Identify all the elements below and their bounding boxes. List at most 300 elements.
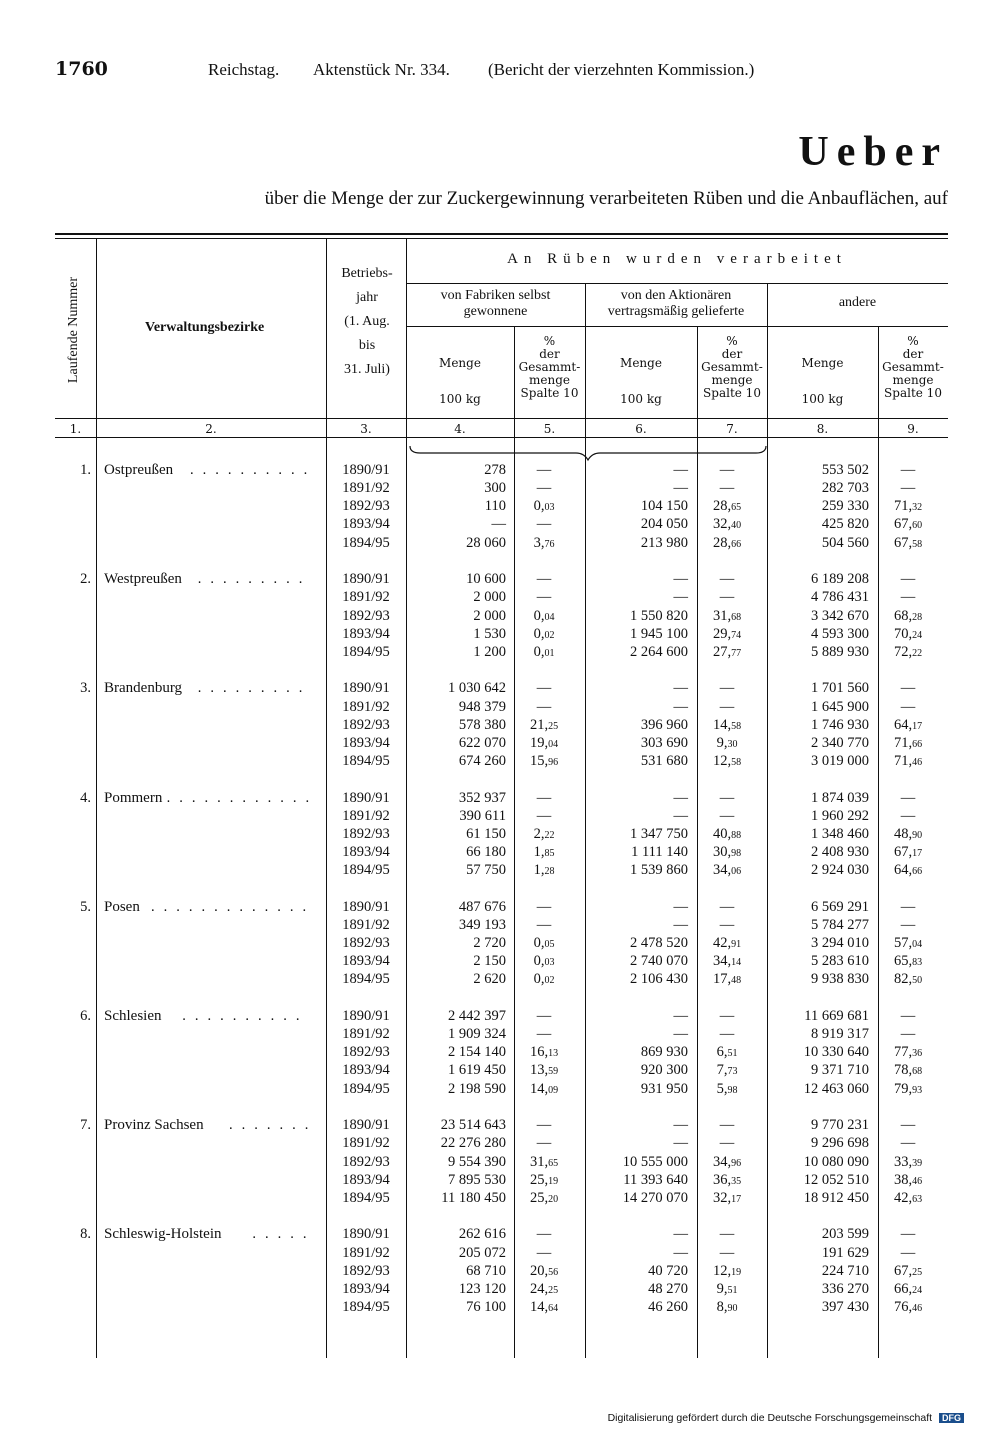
- col-number: 7.: [726, 422, 738, 436]
- value-cell: 0,04: [533, 607, 555, 624]
- header-group-andere: andere: [838, 295, 877, 310]
- value-cell: 1 645 900: [811, 698, 869, 715]
- decimal-part: 66: [912, 866, 923, 878]
- year-cell: 1890/91: [342, 1008, 390, 1024]
- value-cell: 578 380: [458, 716, 506, 733]
- value-cell: 42,63: [893, 1189, 923, 1206]
- value-cell: 28,66: [712, 534, 742, 551]
- value-cell: —: [719, 898, 735, 915]
- decimal-part: 25: [912, 1266, 923, 1278]
- value-cell: —: [719, 1226, 735, 1243]
- year-cell: 1891/92: [342, 698, 390, 715]
- value-cell: 1 909 324: [448, 1026, 506, 1043]
- value-cell: 2 340 770: [811, 734, 869, 751]
- value-cell: 1 539 860: [630, 862, 688, 879]
- decimal-part: 36: [912, 1048, 923, 1060]
- value-cell: 11 180 450: [441, 1189, 506, 1206]
- decimal-part: 24: [912, 629, 923, 641]
- decimal-part: 98: [727, 1084, 738, 1096]
- value-cell: —: [719, 916, 735, 933]
- decimal-part: 06: [731, 866, 742, 878]
- value-cell: —: [900, 480, 916, 497]
- value-cell: 10 555 000: [622, 1153, 688, 1170]
- value-cell: 425 820: [821, 516, 869, 533]
- year-cell: 1893/94: [342, 953, 390, 970]
- value-cell: 0,03: [533, 498, 555, 515]
- value-cell: 12 463 060: [803, 1080, 869, 1097]
- value-cell: 11 393 640: [623, 1171, 688, 1188]
- year-cell: 1890/91: [342, 789, 390, 806]
- decimal-part: 46: [912, 1303, 923, 1314]
- header-group-fabriken: von Fabriken selbst gewonnene: [440, 288, 551, 319]
- value-cell: 224 710: [821, 1262, 869, 1279]
- value-cell: 1 030 642: [448, 680, 506, 697]
- decimal-part: 13: [548, 1048, 559, 1060]
- value-cell: —: [536, 698, 552, 715]
- value-cell: 13,59: [529, 1062, 559, 1079]
- leader-dots: ..........: [182, 1008, 309, 1024]
- value-cell: 9,30: [716, 734, 738, 751]
- value-cell: 5 784 277: [811, 916, 869, 933]
- value-cell: 397 430: [821, 1299, 869, 1315]
- decimal-part: 65: [548, 1157, 559, 1169]
- decimal-part: 01: [544, 647, 555, 659]
- value-cell: —: [536, 516, 552, 533]
- value-cell: 504 560: [821, 534, 869, 551]
- value-cell: 2 264 600: [630, 643, 688, 660]
- value-cell: —: [673, 1026, 688, 1043]
- decimal-part: 90: [727, 1303, 738, 1314]
- decimal-part: 03: [544, 957, 555, 969]
- value-cell: 1 746 930: [811, 716, 869, 733]
- col-number: 6.: [635, 422, 647, 436]
- value-cell: 869 930: [640, 1044, 688, 1061]
- header-menge-6: Menge 100 kg: [620, 356, 662, 406]
- value-cell: 36,35: [712, 1171, 742, 1188]
- leader-dots: .........: [197, 680, 312, 697]
- value-cell: 3 294 010: [811, 935, 869, 952]
- value-cell: —: [536, 1117, 552, 1134]
- value-cell: —: [536, 807, 552, 824]
- value-cell: 48,90: [893, 825, 923, 842]
- value-cell: —: [900, 1026, 916, 1043]
- value-cell: 24,25: [529, 1280, 559, 1297]
- value-cell: —: [673, 1135, 688, 1152]
- value-cell: —: [719, 1244, 735, 1261]
- decimal-part: 66: [912, 738, 923, 750]
- header-betriebsjahr: Betriebs- jahr (1. Aug. bis 31. Juli): [341, 266, 393, 377]
- value-cell: —: [491, 516, 506, 533]
- value-cell: 948 379: [458, 698, 506, 715]
- value-cell: 71,66: [893, 734, 923, 751]
- decimal-part: 58: [912, 538, 923, 550]
- value-cell: —: [536, 480, 552, 497]
- year-cell: 1891/92: [342, 807, 390, 824]
- decimal-part: 40: [731, 520, 742, 532]
- year-cell: 1894/95: [342, 862, 390, 879]
- page-number: 1760: [55, 58, 108, 80]
- value-cell: 34,06: [712, 862, 742, 879]
- value-cell: 0,02: [533, 971, 555, 988]
- value-cell: —: [536, 1008, 552, 1024]
- decimal-part: 68: [731, 611, 742, 623]
- district-name: Schlesien: [104, 1008, 162, 1024]
- value-cell: 5,98: [716, 1080, 738, 1097]
- value-cell: 19,04: [529, 734, 559, 751]
- value-cell: 259 330: [821, 498, 869, 515]
- value-cell: 622 070: [458, 734, 506, 751]
- leader-dots: .....: [252, 1226, 316, 1243]
- value-cell: 23 514 643: [440, 1117, 506, 1134]
- decimal-part: 56: [548, 1266, 559, 1278]
- decimal-part: 05: [544, 939, 555, 951]
- value-cell: 300: [484, 480, 506, 497]
- value-cell: 352 937: [458, 789, 506, 806]
- decimal-part: 74: [731, 629, 742, 641]
- value-cell: 531 680: [640, 753, 688, 769]
- value-cell: —: [719, 571, 735, 588]
- year-cell: 1891/92: [342, 589, 390, 606]
- value-cell: 42,91: [712, 935, 742, 952]
- value-cell: 77,36: [893, 1044, 923, 1061]
- value-cell: 0,03: [533, 953, 555, 970]
- value-cell: 12,58: [712, 753, 742, 769]
- value-cell: 2 154 140: [448, 1044, 506, 1061]
- value-cell: 64,17: [893, 716, 923, 733]
- value-cell: 2 106 430: [630, 971, 688, 988]
- value-cell: 2 000: [473, 589, 506, 606]
- value-cell: 71,46: [893, 753, 923, 769]
- value-cell: 68 710: [466, 1262, 506, 1279]
- decimal-part: 04: [912, 939, 923, 951]
- district-name: Brandenburg: [104, 680, 183, 697]
- year-cell: 1892/93: [342, 935, 390, 952]
- decimal-part: 17: [912, 848, 923, 860]
- decimal-part: 96: [548, 757, 559, 768]
- value-cell: 72,22: [893, 643, 923, 660]
- value-cell: 16,13: [529, 1044, 559, 1061]
- decimal-part: 83: [912, 957, 923, 969]
- col-number: 4.: [454, 422, 466, 436]
- decimal-part: 88: [731, 829, 742, 841]
- value-cell: 553 502: [821, 462, 869, 478]
- decimal-part: 02: [544, 629, 555, 641]
- year-cell: 1891/92: [342, 916, 390, 933]
- value-cell: 1 111 140: [631, 844, 688, 861]
- value-cell: 8 919 317: [811, 1026, 869, 1043]
- value-cell: 57 750: [466, 862, 506, 879]
- value-cell: 2 720: [473, 935, 506, 952]
- value-cell: —: [900, 1117, 916, 1134]
- value-cell: —: [536, 680, 552, 697]
- year-cell: 1894/95: [342, 534, 390, 551]
- value-cell: 8,90: [716, 1299, 738, 1315]
- value-cell: —: [536, 916, 552, 933]
- decimal-part: 32: [912, 502, 923, 514]
- header-rule: [406, 326, 948, 327]
- value-cell: —: [900, 680, 916, 697]
- report-reference: (Bericht der vierzehnten Kommission.): [488, 60, 755, 79]
- value-cell: 14,64: [529, 1299, 559, 1315]
- decimal-part: 63: [912, 1193, 923, 1205]
- year-cell: 1894/95: [342, 971, 390, 988]
- decimal-part: 60: [912, 520, 923, 532]
- value-cell: 278: [484, 462, 506, 478]
- value-cell: 1 619 450: [448, 1062, 506, 1079]
- value-cell: 40,88: [712, 825, 742, 842]
- value-cell: 2 924 030: [811, 862, 869, 879]
- value-cell: —: [536, 1244, 552, 1261]
- year-cell: 1894/95: [342, 643, 390, 660]
- value-cell: 1 945 100: [630, 625, 688, 642]
- decimal-part: 39: [912, 1157, 923, 1169]
- value-cell: 2 408 930: [811, 844, 869, 861]
- value-cell: 931 950: [640, 1080, 688, 1097]
- decimal-part: 66: [731, 538, 742, 550]
- decimal-part: 19: [731, 1266, 742, 1278]
- value-cell: —: [900, 789, 916, 806]
- value-cell: —: [719, 1026, 735, 1043]
- value-cell: 14,58: [712, 716, 742, 733]
- decimal-part: 51: [727, 1048, 738, 1060]
- value-cell: 2 442 397: [448, 1008, 506, 1024]
- value-cell: 3,76: [533, 534, 555, 551]
- year-cell: 1890/91: [342, 462, 390, 478]
- header-pct-9: % der Gesammt- menge Spalte 10: [882, 334, 944, 400]
- value-cell: 204 050: [640, 516, 688, 533]
- year-cell: 1890/91: [342, 1117, 390, 1134]
- row-number: 6.: [80, 1008, 91, 1024]
- value-cell: 9 770 231: [811, 1117, 869, 1134]
- value-cell: 6 569 291: [811, 898, 869, 915]
- value-cell: —: [673, 680, 688, 697]
- year-cell: 1893/94: [342, 844, 390, 861]
- value-cell: 64,66: [893, 862, 923, 879]
- value-cell: 32,40: [712, 516, 742, 533]
- value-cell: 0,01: [533, 643, 555, 660]
- header-menge-8: Menge 100 kg: [801, 356, 844, 406]
- value-cell: 11 669 681: [804, 1008, 869, 1024]
- value-cell: 1 701 560: [811, 680, 869, 697]
- footer-credit: [608, 1412, 964, 1424]
- decimal-part: 17: [731, 1193, 742, 1205]
- value-cell: 349 193: [458, 916, 506, 933]
- value-cell: 2 740 070: [630, 953, 688, 970]
- leader-dots: ............: [166, 789, 319, 806]
- row-number: 2.: [80, 571, 91, 588]
- year-cell: 1893/94: [342, 734, 390, 751]
- decimal-part: 35: [731, 1175, 742, 1187]
- value-cell: —: [719, 698, 735, 715]
- year-cell: 1890/91: [342, 1226, 390, 1243]
- header-pct-7: % der Gesammt- menge Spalte 10: [701, 334, 763, 400]
- value-cell: 78,68: [893, 1062, 923, 1079]
- year-cell: 1893/94: [342, 1062, 390, 1079]
- year-cell: 1893/94: [342, 1280, 390, 1297]
- value-cell: —: [673, 1117, 688, 1134]
- value-cell: 9,51: [716, 1280, 738, 1297]
- header-menge-4: Menge 100 kg: [439, 356, 481, 406]
- value-cell: 4 786 431: [811, 589, 869, 606]
- value-cell: 205 072: [458, 1244, 506, 1261]
- value-cell: 5 283 610: [811, 953, 869, 970]
- decimal-part: 96: [731, 1157, 742, 1169]
- decimal-part: 77: [731, 647, 742, 659]
- leader-dots: .............: [151, 898, 316, 915]
- value-cell: 487 676: [458, 898, 506, 915]
- value-cell: 396 960: [640, 716, 688, 733]
- value-cell: 0,02: [533, 625, 555, 642]
- value-cell: 21,25: [529, 716, 559, 733]
- year-cell: 1891/92: [342, 1244, 390, 1261]
- decimal-part: 50: [912, 975, 923, 987]
- value-cell: 67,58: [893, 534, 923, 551]
- value-cell: 10 080 090: [803, 1153, 869, 1170]
- value-cell: —: [536, 589, 552, 606]
- value-cell: 262 616: [458, 1226, 506, 1243]
- value-cell: —: [719, 480, 735, 497]
- value-cell: —: [900, 698, 916, 715]
- year-cell: 1894/95: [342, 1189, 390, 1206]
- value-cell: 70,24: [893, 625, 923, 642]
- decimal-part: 25: [548, 720, 559, 732]
- row-number: 5.: [80, 898, 91, 915]
- dfg-logo: DFG: [939, 1413, 964, 1423]
- year-cell: 1891/92: [342, 480, 390, 497]
- year-cell: 1891/92: [342, 1135, 390, 1152]
- decimal-part: 58: [731, 757, 742, 768]
- value-cell: 336 270: [821, 1280, 869, 1297]
- value-cell: —: [900, 589, 916, 606]
- value-cell: 67,25: [893, 1262, 923, 1279]
- decimal-part: 09: [548, 1084, 559, 1096]
- value-cell: 31,68: [712, 607, 742, 624]
- value-cell: —: [900, 916, 916, 933]
- col-number: 8.: [816, 422, 829, 436]
- value-cell: 9 938 830: [811, 971, 869, 988]
- decimal-part: 48: [731, 975, 742, 987]
- value-cell: 0,05: [533, 935, 555, 952]
- value-cell: —: [673, 1244, 688, 1261]
- value-cell: 1 550 820: [630, 607, 688, 624]
- district-name: Ostpreußen: [104, 462, 174, 478]
- value-cell: 40 720: [648, 1262, 688, 1279]
- decimal-part: 65: [731, 502, 742, 514]
- decimal-part: 04: [544, 611, 555, 623]
- value-cell: —: [719, 680, 735, 697]
- col-number: 5.: [543, 422, 556, 436]
- decimal-part: 58: [731, 720, 742, 732]
- value-cell: 79,93: [893, 1080, 923, 1097]
- decimal-part: 22: [912, 647, 923, 659]
- value-cell: 4 593 300: [811, 625, 869, 642]
- row-number: 3.: [80, 680, 91, 697]
- decimal-part: 14: [731, 957, 742, 969]
- header-rule: [406, 283, 948, 284]
- decimal-part: 25: [548, 1284, 559, 1296]
- decimal-part: 28: [912, 611, 923, 623]
- value-cell: 123 120: [458, 1280, 506, 1297]
- row-number: 8.: [80, 1226, 91, 1243]
- value-cell: 2 000: [473, 607, 506, 624]
- value-cell: 10 330 640: [803, 1044, 869, 1061]
- value-cell: —: [900, 898, 916, 915]
- value-cell: —: [673, 898, 688, 915]
- value-cell: —: [673, 789, 688, 806]
- decimal-part: 17: [912, 720, 923, 732]
- value-cell: —: [536, 1026, 552, 1043]
- value-cell: 76 100: [466, 1299, 506, 1315]
- value-cell: —: [900, 1008, 916, 1024]
- decimal-part: 19: [548, 1175, 559, 1187]
- value-cell: 1 874 039: [811, 789, 869, 806]
- document-reference: Aktenstück Nr. 334.: [313, 60, 450, 79]
- year-cell: 1892/93: [342, 1262, 390, 1279]
- decimal-part: 51: [727, 1284, 738, 1296]
- value-cell: 1 347 750: [630, 825, 688, 842]
- value-cell: 191 629: [821, 1244, 869, 1261]
- header-group-aktionaere: von den Aktionären vertragsmäßig gelieferte: [607, 288, 745, 319]
- value-cell: 57,04: [893, 935, 923, 952]
- value-cell: 34,14: [712, 953, 742, 970]
- value-cell: —: [719, 1135, 735, 1152]
- value-cell: 71,32: [893, 498, 923, 515]
- table-top-rule: [55, 233, 948, 235]
- value-cell: 61 150: [466, 825, 506, 842]
- leader-dots: .......: [229, 1117, 318, 1134]
- leader-dots: .........: [197, 571, 312, 588]
- decimal-part: 46: [912, 757, 923, 768]
- value-cell: 282 703: [821, 480, 869, 497]
- value-cell: 203 599: [821, 1226, 869, 1243]
- value-cell: —: [673, 916, 688, 933]
- value-cell: 1,85: [533, 844, 555, 861]
- value-cell: —: [900, 1244, 916, 1261]
- value-cell: 1,28: [533, 862, 555, 879]
- value-cell: —: [900, 571, 916, 588]
- value-cell: —: [673, 480, 688, 497]
- value-cell: 31,65: [529, 1153, 559, 1170]
- value-cell: 65,83: [893, 953, 923, 970]
- decimal-part: 93: [912, 1084, 923, 1096]
- value-cell: 1 530: [473, 625, 506, 642]
- value-cell: —: [536, 789, 552, 806]
- value-cell: 7 895 530: [448, 1171, 506, 1188]
- value-cell: 12 052 510: [803, 1171, 869, 1188]
- decimal-part: 91: [731, 939, 742, 951]
- value-cell: 920 300: [640, 1062, 688, 1079]
- value-cell: —: [673, 698, 688, 715]
- page-subtitle: über die Menge der zur Zuckergewinnung verarbeiteten Rüben und die Anbauflächen, auf: [264, 188, 948, 209]
- value-cell: —: [719, 589, 735, 606]
- header-laufende-nummer: Laufende Nummer: [66, 276, 81, 384]
- decimal-part: 04: [548, 738, 559, 750]
- value-cell: —: [536, 571, 552, 588]
- value-cell: —: [900, 807, 916, 824]
- decimal-part: 68: [912, 1066, 923, 1078]
- value-cell: 67,60: [893, 516, 923, 533]
- value-cell: —: [719, 462, 735, 478]
- leader-dots: ..........: [190, 462, 317, 478]
- value-cell: —: [719, 1008, 735, 1024]
- table-top-rule-thin: [55, 238, 948, 239]
- year-cell: 1891/92: [342, 1026, 390, 1043]
- value-cell: 46 260: [648, 1299, 688, 1315]
- header-rule: [55, 437, 948, 438]
- year-cell: 1892/93: [342, 1044, 390, 1061]
- value-cell: 66 180: [466, 844, 506, 861]
- column-brace: [408, 444, 768, 462]
